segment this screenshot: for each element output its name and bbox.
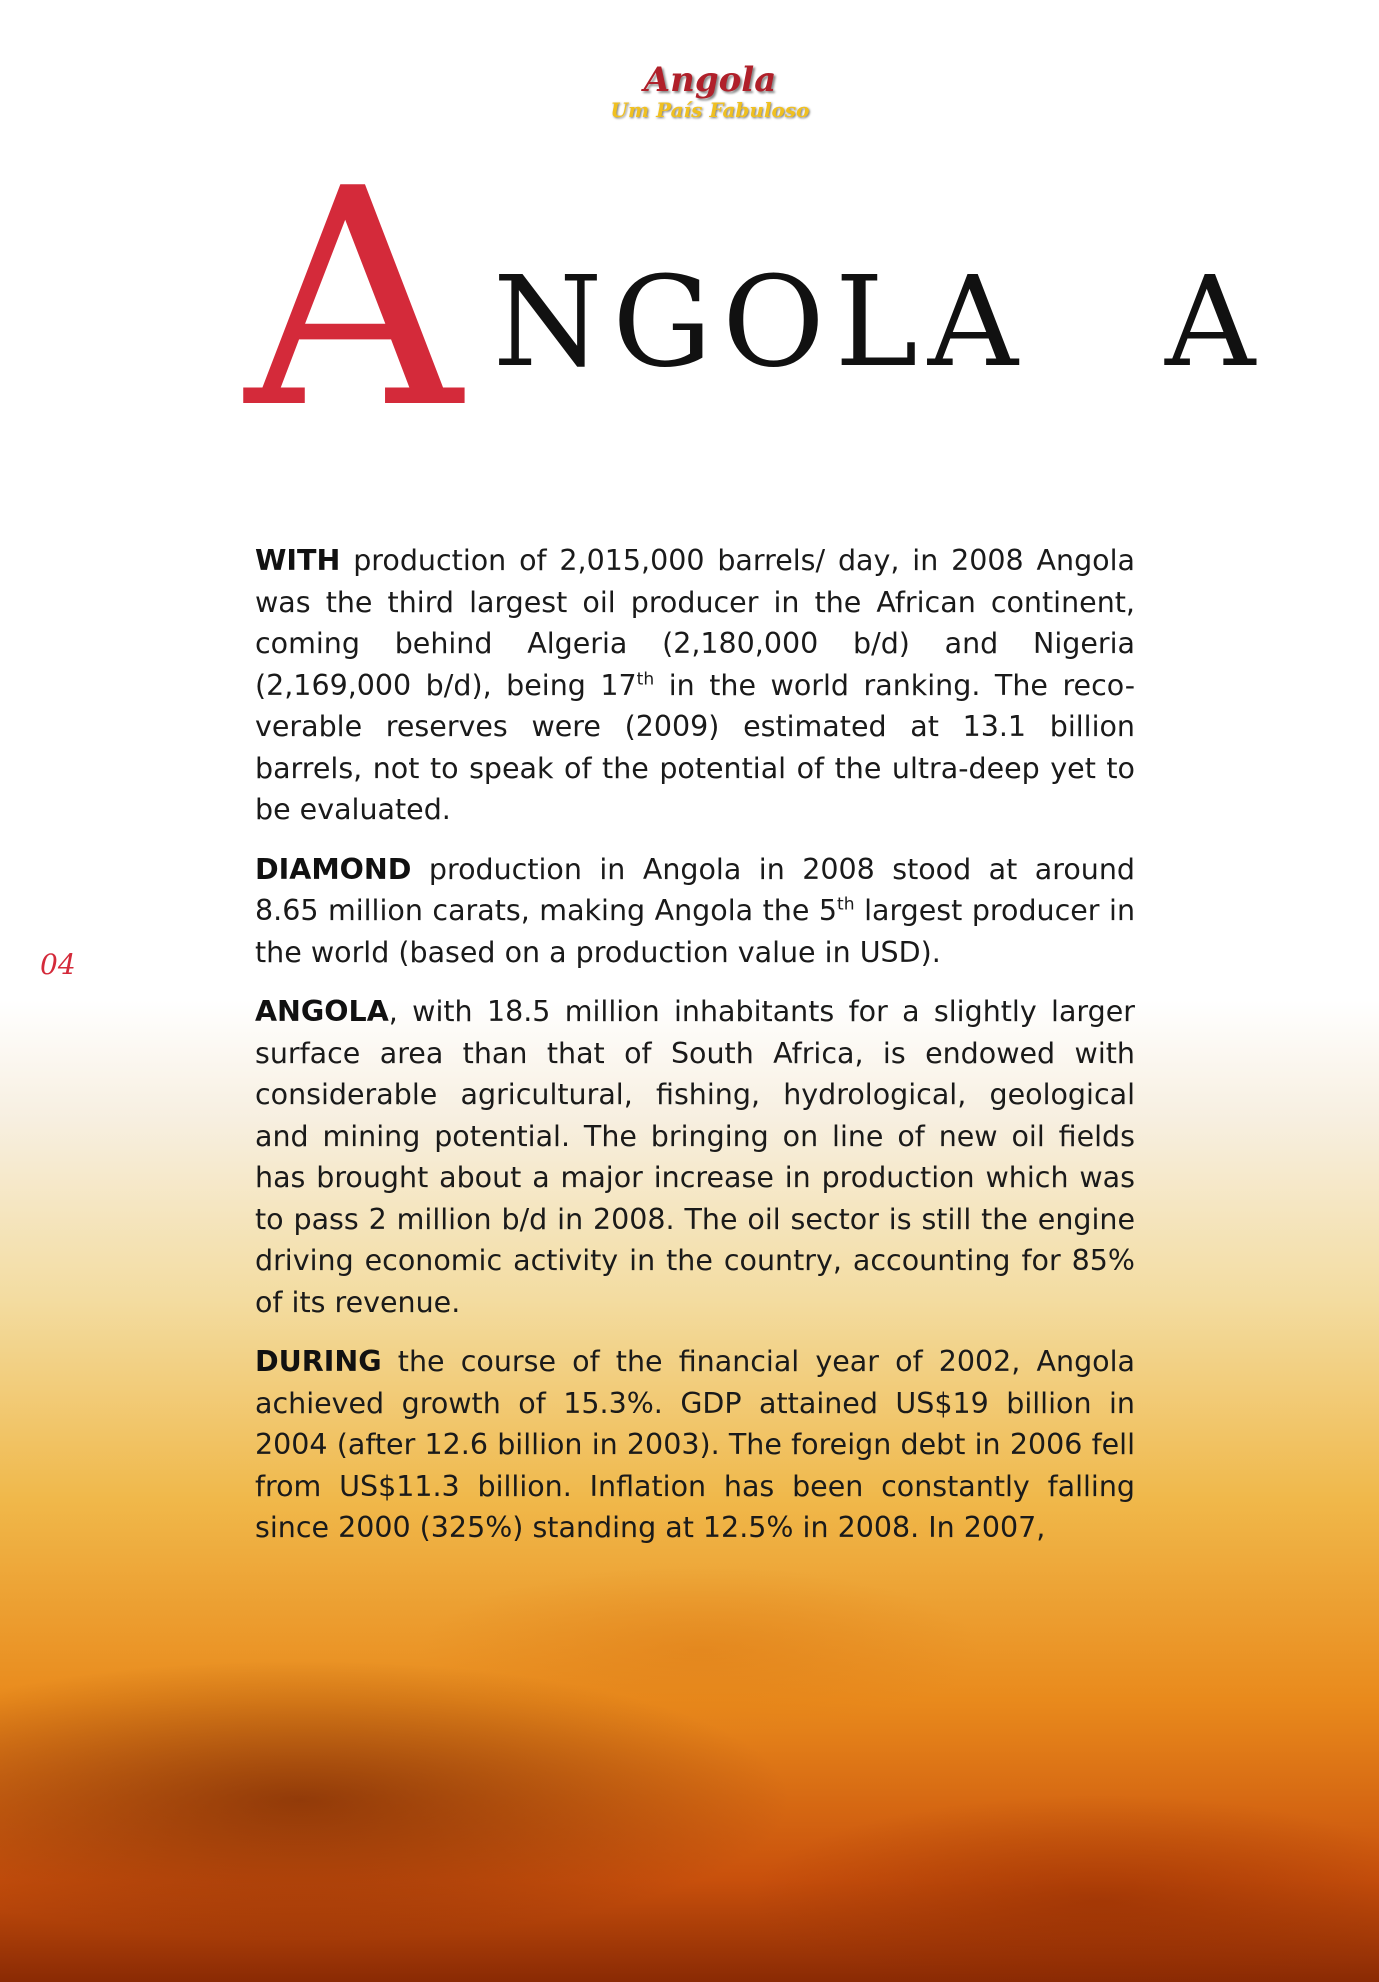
text: largest producer in the world (based on a production value in USD). <box>255 894 1136 969</box>
logo-title: Angola <box>643 60 777 100</box>
superscript: th <box>837 894 855 915</box>
text: production of 2,015,000 barrels/ day, in 2008 Angola was the third largest oil producer in the African continent, coming behind Algeria (2,180,000 b/d) and Nigeria (2,169,000 b/d), being 17 <box>255 544 1135 702</box>
text: in the world ranking. The reco-verable reserves were (2009) estimated at 13.1 billion barrels, not to speak of the potential of the ultra-deep yet to be evaluated. <box>255 668 1135 826</box>
title-rest: NGOLA <box>493 250 1028 395</box>
paragraph-during <box>255 1341 1135 1549</box>
page-number: 04 <box>40 948 76 981</box>
title-extra: A <box>1165 250 1256 395</box>
text: production in Angola in 2008 stood at around 8.65 million carats, making Angola the 5 <box>255 852 1135 927</box>
superscript: th <box>636 669 655 689</box>
lead-word: ANGOLA <box>255 995 389 1028</box>
paragraph-diamond <box>255 849 1135 974</box>
body-text <box>255 540 1135 1567</box>
lead-word: DIAMOND <box>255 852 412 886</box>
text: the course of the financial year of 2002, Angola achieved growth of 15.3%. GDP attained US$19 billion in 2004 (after 12.6 billion in 2003). The foreign debt in 2006 fell from US$11.3 billion. Inflation has been constantly falling since 2000 (325%) standing at 12.5% in 2008. In 2007, <box>255 1345 1135 1544</box>
paragraph-oil <box>255 540 1135 831</box>
title-initial: A <box>245 125 462 474</box>
logo-subtitle: Um País Fabuloso <box>610 98 810 122</box>
lead-word: WITH <box>255 544 341 577</box>
paragraph-angola <box>255 991 1135 1323</box>
logo <box>560 62 860 122</box>
text: , with 18.5 million inhabitants for a slightly larger surface area than that of South Africa, is endowed with considerable agricultural, fishing, hydrological, geological and mining potential. The bringing on line of new oil fields has brought about a major increase in production which was to pass 2 million b/d in 2008. The oil sector is still the engine driving economic activity in the country, accounting for 85% of its revenue. <box>255 995 1135 1319</box>
lead-word: DURING <box>255 1345 382 1378</box>
